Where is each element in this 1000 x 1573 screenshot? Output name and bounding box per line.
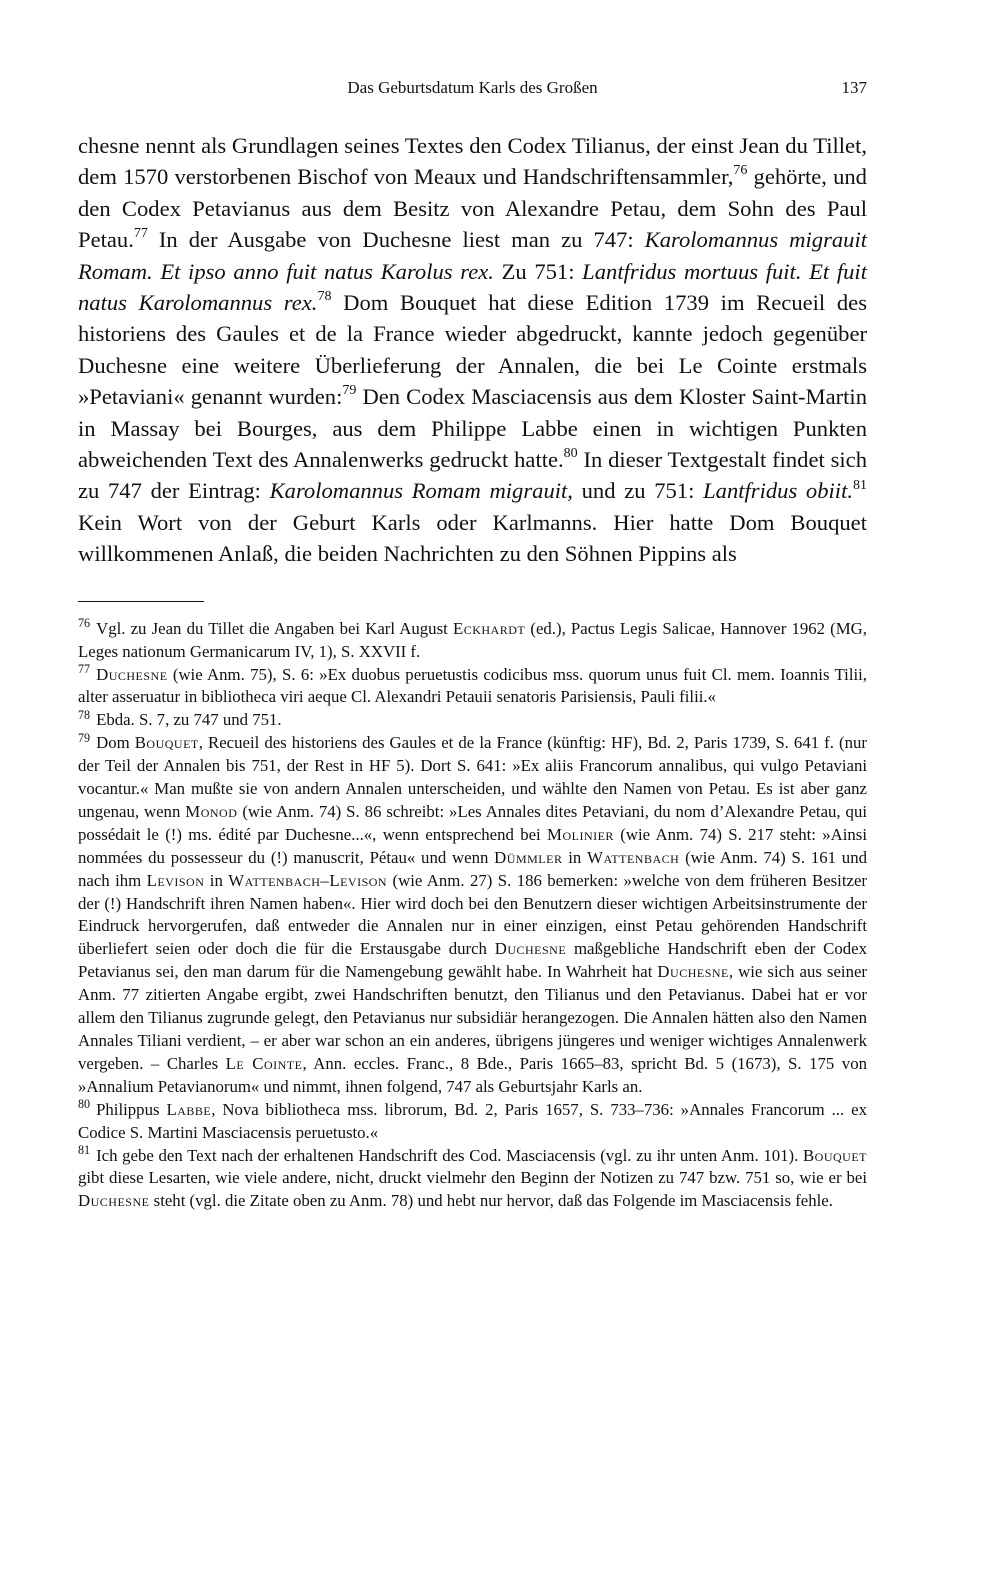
author-name: Wattenbach <box>587 847 680 867</box>
text-run: In dieser Textgestalt findet sich zu 747 der Eintrag: <box>78 447 867 504</box>
footnote-text: Ich gebe den Text nach der erhaltenen Handschrift des Cod. Masciacensis (vgl. zu ihr unten Anm. 101). <box>96 1145 803 1165</box>
footnote-81 <box>78 1142 867 1214</box>
latin-quote: Lantfridus obiit. <box>703 478 854 504</box>
author-name: Duchesne <box>494 939 567 959</box>
text-run: chesne nennt als Grundlagen seines Textes den Codex Tilianus, der einst Jean du Tillet, dem 1570 verstorbenen Bischof von Meaux und Handschriftensammler, <box>78 133 867 190</box>
footnote-number: 81 <box>78 1142 91 1157</box>
text-run: gehörte, und den Codex Petavianus aus dem Besitz von Alexandre Petau, dem Sohn des Paul Petau. <box>78 164 867 253</box>
running-title: Das Geburtsdatum Karls des Großen <box>347 78 598 97</box>
text-run: Zu 751: <box>493 258 583 284</box>
book-page <box>78 78 867 1213</box>
author-name: Wattenbach–Levison <box>228 870 388 890</box>
author-name: Monod <box>185 801 238 821</box>
page-number: 137 <box>841 78 867 97</box>
author-name: Bouquet <box>134 733 199 753</box>
body-paragraph <box>78 130 867 570</box>
footnote-text: in <box>204 870 229 890</box>
footnote-77 <box>78 661 867 710</box>
footnote-number: 78 <box>78 707 91 722</box>
footnote-text: (wie Anm. 75), S. 6: »Ex duobus peruetustis codicibus mss. quorum unus fuit Cl. mem. Ioannis Tilii, alter asseruatur in bibliotheca viri aeque Cl. Alexandri Petauii senatoris Parisiensis, Pauli filii.« <box>78 664 867 707</box>
footnote-text: , Recueil des historiens des Gaules et de la France (künftig: HF), Bd. 2, Paris 1739, S. 641 f. (nur der Teil der Annalen bis 751, der Rest in HF 5). Dort S. 641: »Ex aliis Francorum annalibus, qui vulgo Petaviani vocantur.« Man mußte sie von andern Annalen unterscheiden, und wählte den Namen von Petau. Es ist aber ganz ungenau, wenn <box>78 733 867 821</box>
footnote-text: Dom <box>96 733 135 753</box>
footnote-ref-78: 78 <box>317 289 332 305</box>
text-run: Kein Wort von der Geburt Karls oder Karlmanns. Hier hatte Dom Bouquet willkommenen Anlaß, die beiden Nachrichten zu den Söhnen Pippins als <box>78 509 867 567</box>
footnote-separator <box>78 601 204 602</box>
footnote-text: (wie Anm. 27) S. 186 bemerken: »welche von dem früheren Besitzer der (!) Handschrift ihren Namen haben«. Hier wird doch bei den Benutzern dieser wichtigen Arbeitsinstrumente der Eindruck hervorgerufen, daß entweder die Annalen nur in einer einzigen, einst Petau gehörenden Handschrift überliefert seien oder doch die für die Erstausgabe durch <box>78 870 867 959</box>
author-name: Molinier <box>547 824 614 844</box>
author-name: Bouquet <box>802 1145 867 1165</box>
footnote-ref-77: 77 <box>133 226 148 242</box>
footnote-number: 77 <box>78 661 91 676</box>
footnote-text: (wie Anm. 74) S. 161 und nach ihm <box>78 847 867 890</box>
footnote-ref-80: 80 <box>563 446 578 462</box>
footnote-ref-76: 76 <box>733 163 748 179</box>
author-name: Levison <box>146 870 205 890</box>
footnote-text: Philippus <box>96 1099 167 1119</box>
latin-quote: Lantfridus mortuus fuit. Et fuit natus Karolomannus rex. <box>78 258 867 316</box>
latin-quote: Karolomannus Romam migrauit, <box>269 478 573 504</box>
footnote-number: 80 <box>78 1097 91 1112</box>
author-name: Le Cointe <box>225 1053 303 1073</box>
author-name: Duchesne <box>96 664 168 684</box>
body-text <box>78 130 867 570</box>
footnote-text: gibt diese Lesarten, wie viele andere, nicht, druckt vielmehr den Beginn der Notizen zu 747 bzw. 751 so, wie er bei <box>78 1168 867 1188</box>
footnote-text: maßgebliche Handschrift eben der Codex Petavianus sei, den man darum für die Namengebung gewählt habe. In Wahrheit hat <box>78 939 867 982</box>
author-name: Eckhardt <box>452 618 526 638</box>
footnote-text: in <box>562 847 588 867</box>
page-header <box>78 78 867 108</box>
footnote-78 <box>78 709 867 732</box>
text-run: Dom Bouquet hat diese Edition 1739 im Recueil des historiens des Gaules et de la France wieder abgedruckt, kannte jedoch gegenüber Duchesne eine weitere Überlieferung der Annalen, die bei Le Cointe erstmals »Petaviani« genannt wurden: <box>78 290 867 410</box>
footnote-text: (ed.), Pactus Legis Salicae, Hannover 1962 (MG, Leges nationum Germanicarum IV, 1), S. XXVII f. <box>78 618 867 661</box>
footnote-text: Ebda. S. 7, zu 747 und 751. <box>96 710 282 730</box>
footnote-text: steht (vgl. die Zitate oben zu Anm. 78) und hebt nur hervor, daß das Folgende im Masciacensis fehle. <box>149 1191 833 1211</box>
footnote-text: Vgl. zu Jean du Tillet die Angaben bei Karl August <box>96 618 453 638</box>
footnote-ref-79: 79 <box>342 383 357 399</box>
footnote-text: (wie Anm. 74) S. 217 steht: »Ainsi nommées du possesseur du (!) manuscrit, Pétau« und wenn <box>78 824 867 867</box>
text-run: und zu 751: <box>572 478 704 504</box>
author-name: Duchesne <box>657 962 729 982</box>
footnote-text: , wie sich aus seiner Anm. 77 zitierten Angabe ergibt, zwei Handschriften benutzt, den Tilianus und den Petavianus. Dabei hat er vor allem den Tilianus zugrunde gelegt, den Petavianus nur subsidiär herangezogen. Die Annalen hätten also den Namen Annales Tiliani verdient, – er aber war schon an ein anderes, übrigens jüngeres und weniger wichtiges Annalenwerk vergeben. – Charles <box>78 962 867 1073</box>
text-run: Den Codex Masciacensis aus dem Kloster Saint-Martin in Massay bei Bourges, aus dem Philippe Labbe einen in wichtigen Punkten abweichenden Text des Annalenwerks gedruckt hatte. <box>78 384 868 473</box>
footnote-79 <box>78 732 867 1099</box>
latin-quote: Karolomannus migrauit Romam. Et ipso anno fuit natus Karolus rex. <box>78 227 868 284</box>
footnote-text: (wie Anm. 74) S. 86 schreibt: »Les Annales dites Petaviani, du nom d’Alexandre Petau, qui possédait le (!) ms. édité par Duchesne...«, wenn entsprechend bei <box>78 801 867 844</box>
author-name: Labbe <box>166 1099 212 1119</box>
text-run: In der Ausgabe von Duchesne liest man zu 747: <box>147 227 645 253</box>
footnote-76 <box>78 618 867 664</box>
footnote-text: , Ann. eccles. Franc., 8 Bde., Paris 1665–83, spricht Bd. 5 (1673), S. 175 von »Annalium Petavianorum« und nimmt, ihnen folgend, 747 als Geburtsjahr Karls an. <box>78 1053 867 1096</box>
footnote-text: , Nova bibliotheca mss. librorum, Bd. 2, Paris 1657, S. 733–736: »Annales Francorum ... ex Codice S. Martini Masciacensis peruetusto.« <box>78 1099 867 1142</box>
footnote-number: 79 <box>78 730 91 745</box>
footnotes <box>78 618 867 1214</box>
author-name: Dümmler <box>494 847 563 867</box>
footnote-ref-81: 81 <box>853 477 868 493</box>
footnote-number: 76 <box>78 616 91 631</box>
footnote-80 <box>78 1099 867 1145</box>
author-name: Duchesne <box>78 1191 150 1211</box>
